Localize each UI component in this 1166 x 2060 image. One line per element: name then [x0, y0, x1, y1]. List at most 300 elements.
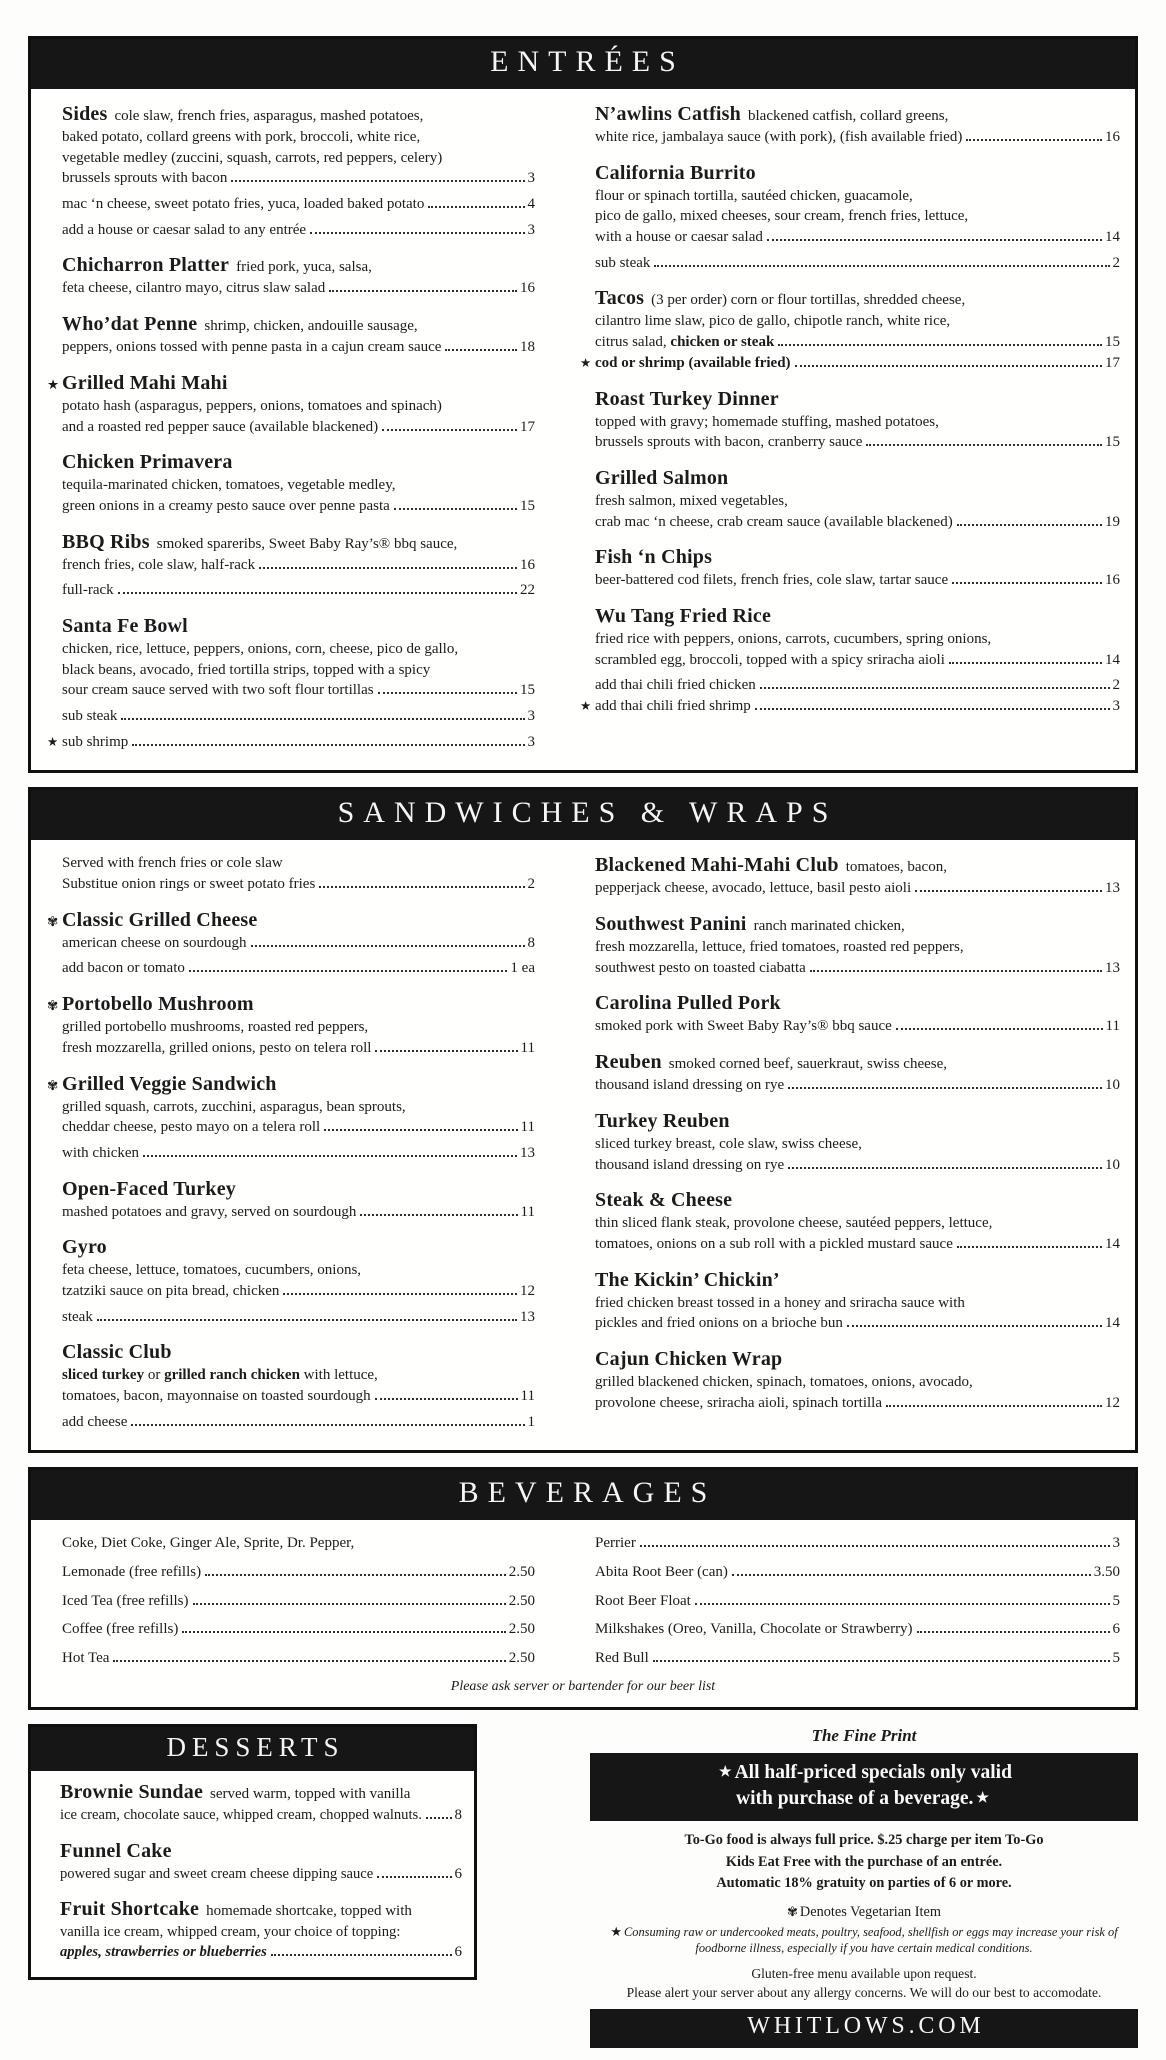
price: 13	[520, 1308, 535, 1325]
menu-item-chicharron-platter	[47, 253, 535, 299]
dotted-leader	[283, 1293, 517, 1295]
menu-line	[62, 874, 535, 895]
line-text: Perrier	[595, 1535, 636, 1552]
line-text: fresh mozzarella, lettuce, fried tomatoes, roasted red peppers,	[595, 939, 964, 956]
price: 16	[1105, 129, 1120, 145]
line-text	[62, 1365, 378, 1386]
dotted-leader	[319, 886, 524, 888]
line-text: smoked pork with Sweet Baby Ray’s® bbq sauce	[595, 1018, 892, 1035]
menu-item-brownie-sundae	[45, 1780, 462, 1826]
item-name: Blackened Mahi-Mahi Club	[595, 854, 839, 877]
line-text: Coffee (free refills)	[62, 1621, 179, 1638]
item-inline-desc: tomatoes, bacon,	[845, 859, 947, 876]
item-title	[595, 1050, 1120, 1075]
menu-line	[595, 650, 1120, 671]
menu-item-southwest-panini	[580, 912, 1120, 978]
price: 5	[1112, 1592, 1120, 1609]
item-inline-desc: served warm, topped with vanilla	[210, 1785, 411, 1802]
banner-line-1	[594, 1760, 1134, 1786]
item-name: Chicken Primavera	[62, 451, 233, 474]
price: 3	[527, 221, 535, 238]
dotted-leader	[189, 970, 508, 972]
line-text: fresh mozzarella, grilled onions, pesto on telera roll	[62, 1039, 372, 1056]
vegetarian-legend	[590, 1904, 1138, 1921]
price: 22	[520, 582, 535, 599]
menu-item-fish-n-chips	[580, 545, 1120, 591]
dotted-leader	[97, 1319, 517, 1321]
kids-policy: Kids Eat Free with the purchase of an entrée.	[725, 1853, 1003, 1870]
dotted-leader	[640, 1545, 1110, 1547]
dotted-leader	[182, 1631, 505, 1633]
menu-line	[595, 1619, 1120, 1640]
price: 2	[1112, 677, 1120, 694]
line-text: pico de gallo, mixed cheeses, sour cream, french fries, lettuce,	[595, 208, 969, 225]
line-text: fried rice with peppers, onions, carrots, cucumbers, spring onions,	[595, 630, 992, 647]
dotted-leader	[271, 1954, 452, 1956]
warning-text-1: Consuming raw or undercooked meats, poultry, seafood, shellfish or eggs may increase your risk of	[624, 1924, 1118, 1939]
line-text: crab mac ‘n cheese, crab cream sauce (available blackened)	[595, 513, 953, 530]
banner-text-1: All half-priced specials only valid	[734, 1761, 1012, 1783]
menu-line	[595, 1075, 1120, 1096]
menu-line	[62, 1017, 535, 1038]
line-text: ice cream, chocolate sauce, whipped cream, chopped walnuts.	[60, 1806, 422, 1823]
star-icon: ★	[719, 1764, 732, 1780]
menu-line	[595, 186, 1120, 207]
line-text: mac ‘n cheese, sweet potato fries, yuca, loaded baked potato	[62, 196, 425, 213]
dotted-leader	[917, 1631, 1110, 1633]
line-text: full-rack	[62, 582, 114, 599]
menu-line	[62, 555, 535, 576]
menu-line	[60, 1922, 462, 1942]
star-icon: ★	[976, 1790, 989, 1806]
dotted-leader	[329, 290, 517, 292]
vegetarian-icon: ✾	[47, 1077, 59, 1093]
raw-food-warning-line-2: foodborne illness, especially if you have certain medical conditions.	[695, 1941, 1033, 1956]
line-text: add cheese	[62, 1413, 128, 1430]
price: 1 ea	[510, 960, 535, 977]
item-title	[62, 1235, 535, 1260]
menu-line	[595, 227, 1120, 248]
line-text: add a house or caesar salad to any entrée	[62, 221, 307, 238]
fine-print	[590, 1724, 1138, 2049]
menu-line	[595, 206, 1120, 227]
item-inline-desc: cole slaw, french fries, asparagus, mashed potatoes,	[114, 108, 424, 124]
menu-line	[595, 512, 1120, 533]
item-name: Funnel Cake	[60, 1839, 172, 1862]
beer-list-note: Please ask server or bartender for our beer list	[450, 1678, 716, 1694]
menu-line	[595, 1155, 1120, 1176]
price: 16	[1105, 572, 1120, 589]
star-icon: ★	[610, 1923, 622, 1939]
menu-item-classic-club	[47, 1340, 535, 1432]
item-title	[62, 614, 535, 639]
menu-line	[62, 1307, 535, 1328]
togo-policy: To-Go food is always full price. $.25 charge per item To-Go	[684, 1832, 1044, 1849]
price: 2.50	[508, 1650, 535, 1667]
menu-line	[62, 496, 535, 517]
menu-line	[595, 1234, 1120, 1255]
menu-item-the-kickin-chickin	[580, 1268, 1120, 1334]
line-text: Red Bull	[595, 1650, 649, 1667]
dotted-leader	[143, 1155, 517, 1157]
line-text: with chicken	[62, 1144, 140, 1161]
price: 10	[1105, 1156, 1120, 1173]
special-star-icon: ★	[47, 376, 60, 392]
line-text: Substitue onion rings or sweet potato fries	[62, 876, 316, 893]
menu-item-grilled-veggie-sandwich	[47, 1072, 535, 1164]
menu-item-roast-turkey-dinner	[580, 387, 1120, 453]
menu-line	[595, 332, 1120, 353]
menu-line	[62, 580, 535, 601]
menu-line	[62, 660, 535, 681]
menu-line	[595, 937, 1120, 958]
dotted-leader	[113, 1660, 505, 1662]
item-title	[595, 102, 1120, 127]
line-text: Lemonade (free refills)	[62, 1564, 202, 1581]
item-name: Fruit Shortcake	[60, 1898, 200, 1921]
menu-item-turkey-reuben	[580, 1109, 1120, 1175]
price: 4	[527, 196, 535, 213]
line-text: thousand island dressing on rye	[595, 1156, 785, 1173]
menu-line	[595, 253, 1120, 274]
item-name: Grilled Salmon	[595, 466, 729, 489]
item-title	[595, 1188, 1120, 1213]
menu-column	[580, 99, 1120, 752]
menu-line	[62, 148, 535, 169]
item-name: Open-Faced Turkey	[62, 1177, 236, 1200]
item-title	[60, 1839, 462, 1864]
menu-item-chicken-primavera	[47, 450, 535, 516]
menu-line	[47, 732, 535, 753]
item-name: N’awlins Catfish	[595, 103, 741, 125]
dotted-leader	[949, 662, 1102, 664]
price: 18	[520, 339, 535, 356]
menu-item-carolina-pulled-pork	[580, 991, 1120, 1037]
menu-line	[595, 432, 1120, 453]
menu-line	[60, 1864, 462, 1885]
menu-line	[595, 1016, 1120, 1037]
item-title	[595, 604, 1120, 629]
line-text: black beans, avocado, fried tortilla strips, topped with a spicy	[62, 661, 431, 678]
special-star-icon: ★	[580, 355, 592, 370]
item-title	[595, 1109, 1120, 1134]
menu-line	[62, 417, 535, 438]
dotted-leader	[767, 239, 1102, 241]
menu-line	[60, 1942, 462, 1963]
menu-line	[595, 629, 1120, 650]
menu-line	[595, 1533, 1120, 1554]
dotted-leader	[375, 1398, 518, 1400]
menu-line	[62, 1117, 535, 1138]
line-text: Root Beer Float	[595, 1592, 691, 1609]
bottom-row	[28, 1724, 1138, 2049]
menu-line	[580, 696, 1120, 717]
menu-line	[62, 706, 535, 727]
line-text: feta cheese, cilantro mayo, citrus slaw salad	[62, 280, 326, 297]
line-text: fried chicken breast tossed in a honey and sriracha sauce with	[595, 1294, 965, 1311]
item-title	[47, 371, 535, 396]
special-star-icon: ★	[580, 699, 592, 713]
section-header-desserts: DESSERTS	[31, 1727, 474, 1771]
line-text: Abita Root Beer (can)	[595, 1564, 728, 1581]
menu-column	[47, 850, 535, 1432]
menu-line	[62, 1562, 535, 1583]
dotted-leader	[760, 687, 1110, 689]
price: 14	[1105, 1315, 1120, 1332]
line-text: sour cream sauce served with two soft flour tortillas	[62, 682, 374, 699]
menu-line	[62, 194, 535, 215]
dotted-leader	[121, 718, 524, 720]
dotted-leader	[695, 1603, 1110, 1605]
item-title	[595, 991, 1120, 1016]
menu-line	[62, 1533, 535, 1554]
gluten-free-note: Gluten-free menu available upon request.	[751, 1965, 977, 1981]
line-text-segment: chicken or steak	[670, 334, 775, 351]
dotted-leader	[847, 1325, 1102, 1327]
dotted-leader	[653, 1660, 1110, 1662]
dotted-leader	[131, 1424, 524, 1426]
menu-note	[47, 1533, 535, 1668]
banner-text-2: with purchase of a beverage.	[736, 1787, 974, 1809]
item-title	[595, 1347, 1120, 1372]
line-text: peppers, onions tossed with penne pasta in a cajun cream sauce	[62, 339, 442, 356]
price: 14	[1105, 229, 1120, 246]
menu-item-reuben	[580, 1050, 1120, 1096]
price: 6	[454, 1944, 462, 1961]
line-text: sliced turkey breast, cole slaw, swiss cheese,	[595, 1135, 862, 1152]
price: 11	[520, 1203, 535, 1220]
menu-item-sides	[47, 102, 535, 240]
item-name: Cajun Chicken Wrap	[595, 1347, 783, 1370]
menu-item-blackened-mahi-mahi-club	[580, 853, 1120, 899]
price: 3	[527, 708, 535, 724]
item-name: Gyro	[62, 1236, 107, 1259]
line-text: powered sugar and sweet cream cheese dipping sauce	[60, 1865, 374, 1882]
dotted-leader	[866, 444, 1102, 446]
item-title	[62, 102, 535, 127]
line-text: provolone cheese, sriracha aioli, spinach tortilla	[595, 1394, 882, 1411]
price: 16	[520, 556, 535, 573]
line-text: sub shrimp	[62, 733, 129, 750]
line-text: Hot Tea	[62, 1650, 110, 1667]
item-name: Grilled Veggie Sandwich	[62, 1072, 277, 1095]
line-text: baked potato, collard greens with pork, broccoli, white rice,	[62, 129, 421, 145]
menu-item-steak-cheese	[580, 1188, 1120, 1254]
line-text: green onions in a creamy pesto sauce over penne pasta	[62, 497, 390, 514]
menu-line	[62, 1281, 535, 1302]
line-text: Milkshakes (Oreo, Vanilla, Chocolate or Strawberry)	[595, 1621, 913, 1638]
line-text: and a roasted red pepper sauce (available blackened)	[62, 418, 379, 435]
line-text: thin sliced flank steak, provolone cheese, sautéed peppers, lettuce,	[595, 1215, 993, 1232]
menu-line	[62, 680, 535, 701]
price: 14	[1105, 651, 1120, 668]
item-inline-desc: fried pork, yuca, salsa,	[236, 259, 372, 276]
gratuity-policy: Automatic 18% gratuity on parties of 6 or more.	[716, 1875, 1012, 1892]
line-text: sub steak	[595, 254, 651, 271]
price: 12	[1105, 1394, 1120, 1411]
menu-line	[62, 1260, 535, 1281]
menu-line	[595, 1591, 1120, 1612]
price: 16	[520, 280, 535, 297]
line-text: tomatoes, bacon, mayonnaise on toasted sourdough	[62, 1388, 371, 1404]
dotted-leader	[886, 1405, 1102, 1407]
menu-column	[580, 850, 1120, 1432]
line-text: chicken, rice, lettuce, peppers, onions, corn, cheese, pico de gallo,	[62, 640, 459, 657]
menu-item-tacos	[580, 286, 1120, 373]
menu-line	[595, 958, 1120, 979]
line-text: scrambled egg, broccoli, topped with a spicy sriracha aioli	[595, 651, 945, 668]
menu-item-wu-tang-fried-rice	[580, 604, 1120, 717]
menu-item-grilled-salmon	[580, 466, 1120, 532]
menu-line	[62, 853, 535, 874]
dotted-leader	[231, 180, 524, 182]
item-name: Classic Club	[62, 1341, 172, 1364]
dotted-leader	[259, 567, 517, 569]
item-title	[62, 253, 535, 278]
price: 8	[527, 934, 535, 951]
item-inline-desc: (3 per order) corn or flour tortillas, shredded cheese,	[651, 292, 966, 309]
item-name: Wu Tang Fried Rice	[595, 604, 772, 627]
price: 2.50	[508, 1592, 535, 1609]
item-name: Santa Fe Bowl	[62, 614, 188, 637]
line-text: add thai chili fried chicken	[595, 677, 756, 694]
sandwiches-columns	[31, 840, 1135, 1450]
line-text: topped with gravy; homemade stuffing, mashed potatoes,	[595, 413, 939, 430]
item-name: Grilled Mahi Mahi	[62, 371, 228, 394]
menu-line	[595, 311, 1120, 332]
item-name: Brownie Sundae	[60, 1780, 204, 1803]
section-header-sandwiches: SANDWICHES & WRAPS	[31, 790, 1135, 840]
menu-line	[62, 278, 535, 299]
menu-line	[595, 675, 1120, 696]
line-text: american cheese on sourdough	[62, 934, 247, 951]
menu-line	[595, 1213, 1120, 1234]
price: 11	[520, 1119, 535, 1136]
line-text: with a house or caesar salad	[595, 229, 763, 246]
item-title	[595, 466, 1120, 491]
dotted-leader	[755, 708, 1110, 710]
menu-note	[47, 853, 535, 894]
line-text: tzatziki sauce on pita bread, chicken	[62, 1282, 280, 1299]
price: 11	[520, 1039, 535, 1056]
item-name: Tacos	[595, 287, 645, 310]
price: 2	[1112, 254, 1120, 271]
line-text: feta cheese, lettuce, tomatoes, cucumbers, onions,	[62, 1262, 362, 1279]
line-text: Served with french fries or cole slaw	[62, 855, 283, 872]
item-name: Southwest Panini	[595, 913, 747, 936]
section-sandwiches-wraps	[28, 787, 1138, 1453]
dotted-leader	[810, 970, 1102, 972]
dotted-leader	[193, 1603, 506, 1605]
special-star-icon: ★	[47, 734, 59, 749]
menu-item-grilled-mahi-mahi	[47, 371, 535, 437]
allergy-note: Please alert your server about any allergy concerns. We will do our best to accomodate.	[626, 1985, 1102, 2001]
menu-line	[62, 1412, 535, 1433]
price: 3	[1112, 698, 1120, 714]
menu-line	[62, 1386, 535, 1407]
price: 14	[1105, 1235, 1120, 1252]
section-header-beverages: BEVERAGES	[31, 1470, 1135, 1520]
item-title	[595, 912, 1120, 937]
menu-item-bbq-ribs	[47, 530, 535, 601]
section-entrees	[28, 36, 1138, 773]
price: 15	[1105, 334, 1120, 351]
dotted-leader	[788, 1167, 1102, 1169]
price: 6	[1112, 1621, 1120, 1638]
price: 6	[454, 1865, 462, 1882]
item-title	[595, 853, 1120, 878]
price: 15	[520, 682, 535, 699]
menu-line	[62, 1619, 535, 1640]
line-text: pepperjack cheese, avocado, lettuce, basil pesto aioli	[595, 880, 912, 897]
vegetarian-icon: ✾	[787, 1903, 798, 1919]
dotted-leader	[952, 582, 1102, 584]
line-text: brussels sprouts with bacon	[62, 170, 228, 187]
dotted-leader	[375, 1050, 517, 1052]
dotted-leader	[957, 1246, 1102, 1248]
item-title	[62, 312, 535, 337]
dotted-leader	[788, 1087, 1102, 1089]
line-text: flour or spinach tortilla, sautéed chicken, guacamole,	[595, 187, 913, 204]
item-title	[60, 1897, 462, 1922]
menu-item-cajun-chicken-wrap	[580, 1347, 1120, 1413]
price: 17	[1105, 354, 1120, 371]
line-text: mashed potatoes and gravy, served on sourdough	[62, 1203, 357, 1220]
price: 13	[1105, 880, 1120, 897]
menu-line	[595, 1393, 1120, 1414]
item-title	[47, 1072, 535, 1097]
menu-item-santa-fe-bowl	[47, 614, 535, 752]
line-text: add thai chili fried shrimp	[595, 698, 751, 714]
menu-line	[62, 1038, 535, 1059]
item-title	[47, 908, 535, 933]
menu-line	[62, 220, 535, 241]
item-inline-desc: smoked spareribs, Sweet Baby Ray’s® bbq sauce,	[156, 535, 458, 552]
item-inline-desc: smoked corned beef, sauerkraut, swiss cheese,	[668, 1056, 948, 1073]
price: 8	[454, 1806, 462, 1823]
menu-line	[62, 475, 535, 496]
item-name: Chicharron Platter	[62, 254, 230, 277]
dotted-leader	[378, 692, 517, 694]
menu-column	[47, 99, 535, 752]
menu-line	[595, 1313, 1120, 1334]
line-text: sub steak	[62, 708, 118, 724]
line-text-segment: citrus salad,	[595, 334, 671, 351]
menu-line	[595, 570, 1120, 591]
vegetarian-icon: ✾	[47, 998, 59, 1014]
item-title	[62, 530, 535, 555]
line-text-segment: sliced turkey	[62, 1367, 145, 1384]
menu-line	[62, 1097, 535, 1118]
dotted-leader	[310, 232, 524, 234]
dotted-leader	[654, 265, 1109, 267]
vegetarian-icon: ✾	[47, 913, 59, 929]
website-banner: WHITLOWS.COM	[590, 2009, 1138, 2048]
line-text-segment: with lettuce,	[299, 1367, 378, 1384]
line-text: cilantro lime slaw, pico de gallo, chipotle ranch, white rice,	[595, 313, 951, 330]
item-name: Portobello Mushroom	[62, 993, 254, 1016]
section-desserts	[28, 1724, 477, 1980]
item-inline-desc: ranch marinated chicken,	[753, 918, 905, 935]
menu-line	[62, 1591, 535, 1612]
line-text-segment: or	[144, 1367, 165, 1384]
item-title	[595, 286, 1120, 311]
dotted-leader	[896, 1028, 1103, 1030]
line-text: cheddar cheese, pesto mayo on a telera roll	[62, 1119, 321, 1136]
menu-line	[62, 1365, 535, 1386]
line-text-segment: grilled ranch chicken	[164, 1367, 300, 1384]
line-text: vegetable medley (zuccini, squash, carrots, red peppers, celery)	[62, 149, 443, 166]
